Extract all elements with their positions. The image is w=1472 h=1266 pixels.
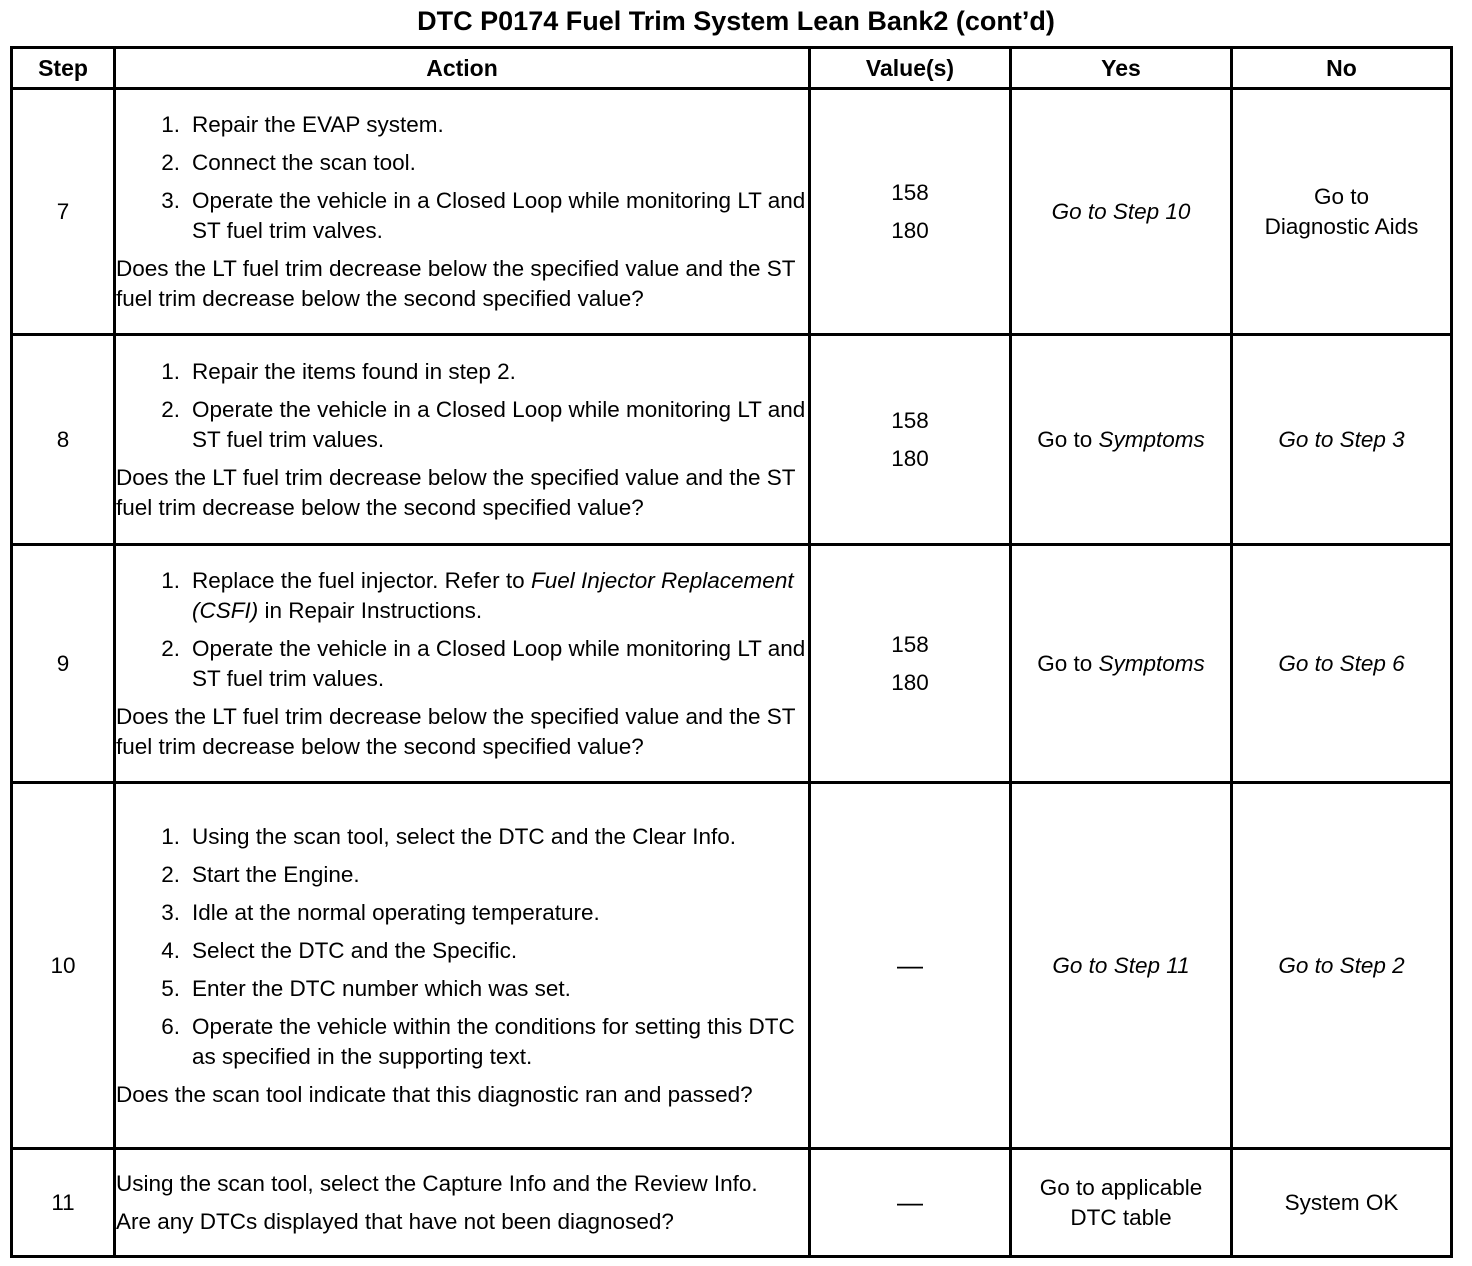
action-question: Does the scan tool indicate that this diagnostic ran and passed? [116,1081,753,1107]
table-row [12,783,1452,1149]
no-text-line1[interactable]: Go to [1313,183,1370,209]
item-number: 3. [161,187,180,213]
action-cell [115,1149,810,1257]
yes-prefix: Go to [1037,426,1099,452]
item-number: 1. [161,823,180,849]
step-number: 10 [12,783,115,1149]
yes-text-line2[interactable]: DTC table [1070,1204,1172,1230]
value-secondary: 180 [891,669,929,695]
no-cell [1232,545,1452,783]
no-cell [1232,89,1452,335]
item-text: Repair the items found in step 2. [192,358,516,384]
action-question: Does the LT fuel trim decrease below the specified value and the ST fuel trim decrease below the second specified value? [116,464,796,520]
item-text-pre: Replace the fuel injector. Refer to [192,567,531,593]
item-text: Select the DTC and the Specific. [192,937,518,963]
yes-link[interactable] [1037,427,1205,452]
yes-cell [1011,545,1232,783]
item-number: 1. [161,111,180,137]
value-cell [810,89,1011,335]
table-row [12,545,1452,783]
no-link[interactable]: Go to Step 6 [1278,650,1405,676]
action-cell [115,545,810,783]
no-link[interactable]: Go to Step 2 [1278,952,1405,978]
yes-link[interactable]: Go to Step 11 [1052,952,1190,978]
value-cell [810,335,1011,545]
value-primary: 158 [891,407,929,433]
value-cell [810,1149,1011,1257]
item-number: 2. [161,396,180,422]
no-cell [1232,335,1452,545]
item-number: 3. [161,899,180,925]
table-row [12,335,1452,545]
yes-reference: Symptoms [1098,426,1205,452]
step-number: 9 [12,545,115,783]
action-item [116,936,808,966]
item-text: Using the scan tool, select the DTC and the Clear Info. [192,823,737,849]
header-action: Action [115,48,810,89]
item-text: Idle at the normal operating temperature. [192,899,600,925]
item-number: 1. [161,567,180,593]
action-item [116,110,808,140]
yes-cell [1011,1149,1232,1257]
action-item [116,898,808,928]
table-header-row [12,48,1452,89]
item-text: Connect the scan tool. [192,149,416,175]
item-number: 2. [161,635,180,661]
no-cell [1232,1149,1452,1257]
manual-reference[interactable]: Fuel Injector Replacement (CSFI) [192,567,794,623]
yes-cell [1011,783,1232,1149]
header-no: No [1232,48,1452,89]
action-item [116,148,808,178]
item-number: 2. [161,861,180,887]
action-item [116,860,808,890]
item-text: Operate the vehicle in a Closed Loop while monitoring LT and ST fuel trim valves. [192,187,806,243]
action-item [116,395,808,455]
action-item [116,634,808,694]
step-number: 8 [12,335,115,545]
action-instruction: Using the scan tool, select the Capture Info and the Review Info. [116,1170,758,1196]
action-question: Does the LT fuel trim decrease below the specified value and the ST fuel trim decrease below the second specified value? [116,255,796,311]
action-question: Does the LT fuel trim decrease below the specified value and the ST fuel trim decrease below the second specified value? [116,703,796,759]
item-number: 6. [161,1013,180,1039]
page-title: DTC P0174 Fuel Trim System Lean Bank2 (cont’d) [417,6,1055,36]
yes-cell [1011,89,1232,335]
header-values: Value(s) [810,48,1011,89]
action-cell [115,335,810,545]
yes-text-line1[interactable]: Go to applicable [1039,1174,1203,1200]
item-number: 4. [161,937,180,963]
diagnostic-table [10,46,1453,1258]
action-item [116,566,808,626]
yes-link[interactable] [1037,651,1205,676]
no-text-line2[interactable]: Diagnostic Aids [1264,213,1419,239]
item-text: Operate the vehicle within the conditions for setting this DTC as specified in the supporting text. [192,1013,795,1069]
item-number: 5. [161,975,180,1001]
step-number: 7 [12,89,115,335]
action-question: Are any DTCs displayed that have not been diagnosed? [116,1208,674,1234]
value-secondary: 180 [891,217,929,243]
action-item [116,822,808,852]
action-item [116,186,808,246]
value-secondary: 180 [891,445,929,471]
yes-reference: Symptoms [1098,650,1205,676]
value-none: — [897,1186,923,1217]
yes-prefix: Go to [1037,650,1099,676]
header-step: Step [12,48,115,89]
action-cell [115,783,810,1149]
item-text: Operate the vehicle in a Closed Loop while monitoring LT and ST fuel trim values. [192,396,806,452]
yes-cell [1011,335,1232,545]
header-yes: Yes [1011,48,1232,89]
item-text-post: in Repair Instructions. [258,597,483,623]
table-row [12,89,1452,335]
action-cell [115,89,810,335]
action-item [116,974,808,1004]
item-text: Repair the EVAP system. [192,111,444,137]
value-cell [810,545,1011,783]
item-number: 1. [161,358,180,384]
item-number: 2. [161,149,180,175]
value-none: — [897,949,923,980]
item-text: Operate the vehicle in a Closed Loop while monitoring LT and ST fuel trim values. [192,635,806,691]
table-row [12,1149,1452,1257]
yes-link[interactable]: Go to Step 10 [1051,198,1191,224]
action-item [116,1012,808,1072]
action-item [116,357,808,387]
item-text: Start the Engine. [192,861,360,887]
no-cell [1232,783,1452,1149]
item-text [192,566,808,626]
no-result: System OK [1284,1189,1399,1215]
item-text: Enter the DTC number which was set. [192,975,571,1001]
value-cell [810,783,1011,1149]
step-number: 11 [12,1149,115,1257]
no-link[interactable]: Go to Step 3 [1278,426,1405,452]
value-primary: 158 [891,631,929,657]
value-primary: 158 [891,179,929,205]
